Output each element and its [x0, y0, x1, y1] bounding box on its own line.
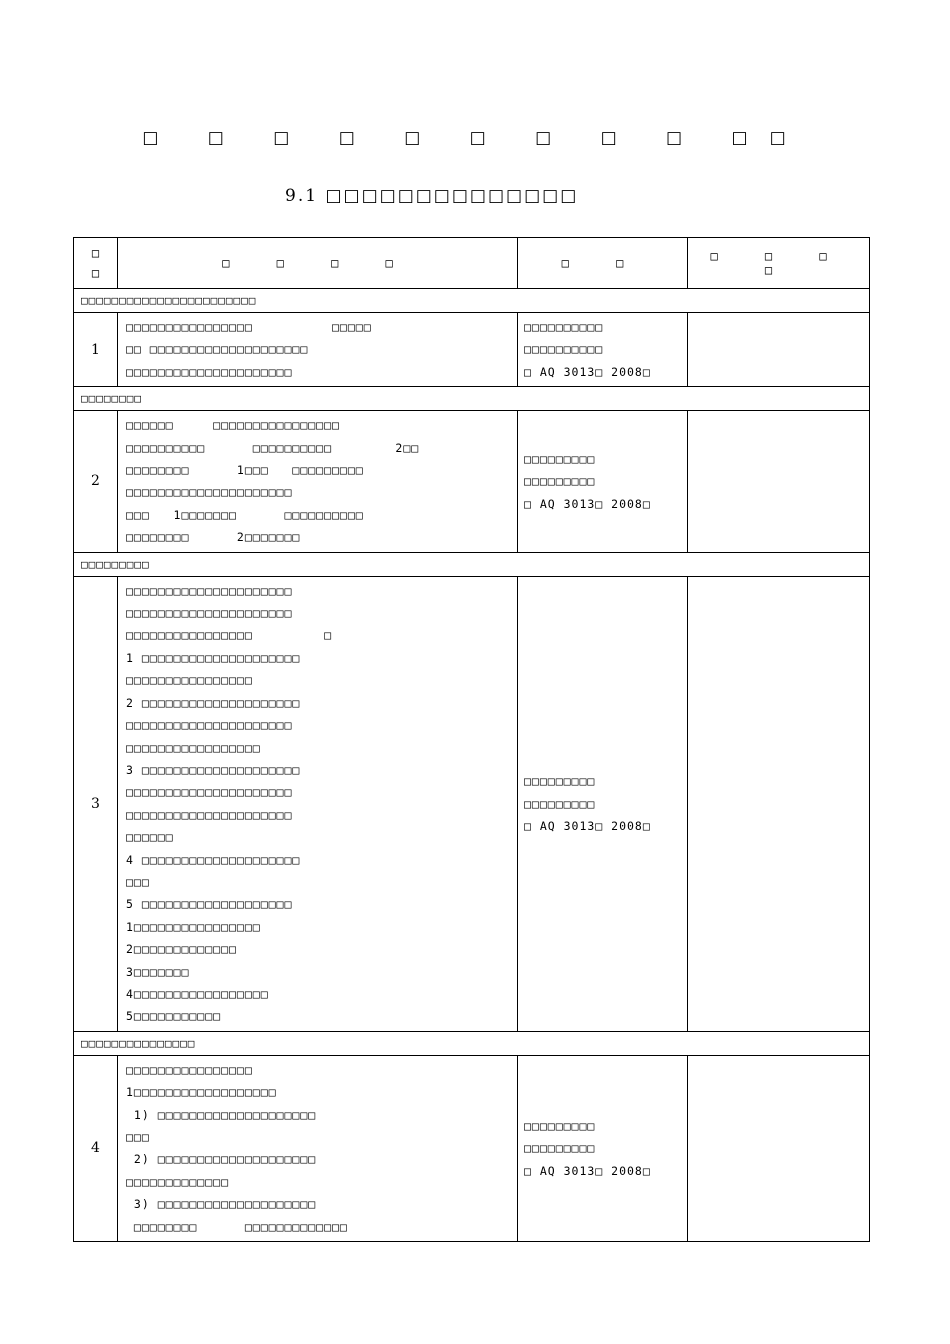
basis-line: □□□□□□□□□ [524, 1141, 596, 1156]
content-line: □□□□□□□□□□□□□□□□□□□□□ [126, 583, 293, 598]
content-line: □□□□□□□□□□ □□□□□□□□□□ 2□□ [126, 440, 420, 455]
content-line: 3□□□□□□□ [126, 964, 190, 979]
content-line: □□□□□□□□□□□□□□□□□□□□□ [126, 718, 293, 733]
row-basis [518, 576, 688, 1031]
content-line: 1) □□□□□□□□□□□□□□□□□□□□ [126, 1107, 317, 1122]
row-basis [518, 313, 688, 387]
basis-line: □□□□□□□□□ [524, 451, 596, 466]
inspection-table [73, 237, 870, 1242]
header-basis: □ □ [518, 238, 688, 289]
basis-line: □□□□□□□□□ [524, 1118, 596, 1133]
row-result [688, 313, 870, 387]
content-line: 1 □□□□□□□□□□□□□□□□□□□□ [126, 650, 301, 665]
row-content [118, 313, 518, 387]
content-line: 3 □□□□□□□□□□□□□□□□□□□□ [126, 762, 301, 777]
table-row [74, 1055, 870, 1241]
content-line: □□□□□□ □□□□□□□□□□□□□□□□ [126, 418, 340, 433]
content-line: □□□□□□□□□□□□□□□□□□□□□ [126, 485, 293, 500]
content-line: □□□□□□□□□□□□□□□□ □□□□□ [126, 320, 372, 334]
content-line: 2□□□□□□□□□□□□□ [126, 942, 237, 957]
row-content [118, 411, 518, 552]
content-line: □□□□□□□□□□□□□□□□ [126, 1062, 253, 1077]
row-result [688, 411, 870, 552]
content-line: □□□□□□□□□□□□□□□□□□□□□ [126, 364, 293, 379]
content-line: □□□□□□□□□□□□□□□□□□□□□ [126, 606, 293, 621]
content-line: □□□ 1□□□□□□□ □□□□□□□□□□ [126, 507, 364, 522]
content-line: □□□□□□ [126, 830, 174, 845]
basis-line: □ AQ 3013□ 2008□ [524, 364, 651, 379]
page-title: □ □ □ □ □ □ □ □ □ □□ [142, 128, 808, 148]
content-line: □□□□□□□□□□□□□□□□□□□□□ [126, 807, 293, 822]
section-row [74, 387, 870, 411]
basis-line: □□□□□□□□□□ [524, 320, 604, 334]
row-number: 4 [74, 1055, 118, 1241]
section-title: □□□□□□□□ [74, 387, 870, 411]
basis-line: □ AQ 3013□ 2008□ [524, 1163, 651, 1178]
table-header-row [74, 238, 870, 289]
row-content [118, 1055, 518, 1241]
content-line: □□□□□□□□ □□□□□□□□□□□□□ [126, 1219, 348, 1234]
header-content: □ □ □ □ [118, 238, 518, 289]
content-line: 2 □□□□□□□□□□□□□□□□□□□□ [126, 695, 301, 710]
basis-line: □ AQ 3013□ 2008□ [524, 818, 651, 833]
header-number [74, 238, 118, 289]
header-number-char: □ [91, 246, 100, 260]
section-heading: 9.1 □□□□□□□□□□□□□□ [285, 186, 579, 206]
section-row [74, 289, 870, 313]
content-line: □□ □□□□□□□□□□□□□□□□□□□□ [126, 342, 309, 357]
table-row [74, 411, 870, 552]
section-title: □□□□□□□□□□□□□□□□□□□□□□□ [74, 289, 870, 313]
content-line: □□□□□□□□□□□□□ [126, 1174, 230, 1189]
content-line: □□□ [126, 1130, 150, 1144]
basis-line: □□□□□□□□□ [524, 474, 596, 489]
content-line: □□□□□□□□□□□□□□□□□ [126, 740, 261, 755]
header-result: □ □ □ □ [688, 238, 870, 289]
content-line: 1□□□□□□□□□□□□□□□□ [126, 919, 261, 934]
content-line: 5□□□□□□□□□□□ [126, 1009, 222, 1024]
row-number: 2 [74, 411, 118, 552]
basis-line: □□□□□□□□□ [524, 796, 596, 811]
basis-line: □ AQ 3013□ 2008□ [524, 496, 651, 511]
row-number: 3 [74, 576, 118, 1031]
section-title: □□□□□□□□□ [74, 552, 870, 576]
content-line: 4□□□□□□□□□□□□□□□□□ [126, 986, 269, 1001]
basis-line: □□□□□□□□□ [524, 774, 596, 789]
basis-line: □□□□□□□□□□ [524, 342, 604, 357]
content-line: 5 □□□□□□□□□□□□□□□□□□□ [126, 897, 293, 912]
row-result [688, 1055, 870, 1241]
row-result [688, 576, 870, 1031]
section-row [74, 552, 870, 576]
row-basis [518, 411, 688, 552]
content-line: 2) □□□□□□□□□□□□□□□□□□□□ [126, 1152, 317, 1167]
header-number-label [74, 243, 117, 283]
content-line: □□□ [126, 874, 150, 889]
content-line: 3) □□□□□□□□□□□□□□□□□□□□ [126, 1197, 317, 1212]
content-line: □□□□□□□□ 2□□□□□□□ [126, 530, 301, 545]
section-title: □□□□□□□□□□□□□□□ [74, 1031, 870, 1055]
header-number-char: □ [91, 266, 100, 280]
section-row [74, 1031, 870, 1055]
row-basis [518, 1055, 688, 1241]
row-number: 1 [74, 313, 118, 387]
content-line: 4 □□□□□□□□□□□□□□□□□□□□ [126, 852, 301, 867]
content-line: 1□□□□□□□□□□□□□□□□□□ [126, 1085, 277, 1100]
content-line: □□□□□□□□□□□□□□□□□□□□□ [126, 785, 293, 800]
content-line: □□□□□□□□ 1□□□ □□□□□□□□□ [126, 463, 364, 478]
content-line: □□□□□□□□□□□□□□□□ □ [126, 628, 333, 643]
row-content [118, 576, 518, 1031]
table-row [74, 313, 870, 387]
content-line: □□□□□□□□□□□□□□□□ [126, 673, 253, 688]
table-row [74, 576, 870, 1031]
